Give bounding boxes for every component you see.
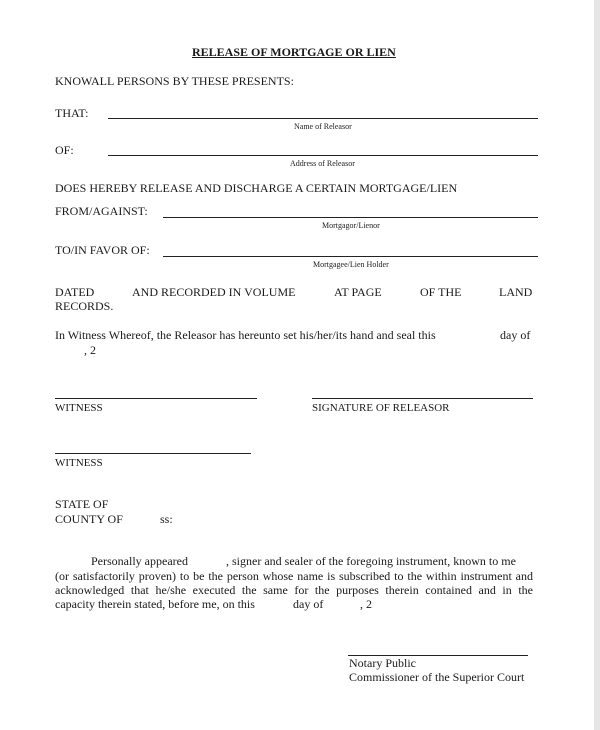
state-of-label: STATE OF [55, 497, 109, 511]
releasor-address-line[interactable] [108, 155, 538, 156]
from-against-label: FROM/AGAINST: [55, 204, 148, 218]
land-word: LAND [499, 285, 533, 299]
ack-line-4-start: capacity therein stated, before me, on this [55, 597, 255, 611]
signer-sealer-text: , signer and sealer of the foregoing instrument, known to me [226, 554, 516, 568]
witness-signature-line-1[interactable] [55, 398, 257, 399]
of-label: OF: [55, 143, 74, 157]
ack-day-of: day of [293, 597, 324, 611]
commissioner-label: Commissioner of the Superior Court [349, 670, 525, 684]
witness-day-of: day of [500, 328, 531, 342]
witness-label-2: WITNESS [55, 457, 103, 469]
mortgagor-line[interactable] [163, 217, 538, 218]
to-in-favor-label: TO/IN FAVOR OF: [55, 243, 150, 257]
releasor-name-line[interactable] [108, 118, 538, 119]
mortgagee-line[interactable] [163, 256, 538, 257]
that-label: THAT: [55, 106, 89, 120]
page-edge-shadow [594, 0, 600, 730]
mortgagor-caption: Mortgagor/Lienor [322, 221, 380, 230]
ack-line-2: (or satisfactorily proven) to be the person whose name is subscribed to the within instrument and [55, 569, 533, 583]
signature-of-releasor-label: SIGNATURE OF RELEASOR [312, 402, 450, 414]
ack-year: , 2 [360, 597, 372, 611]
releasor-signature-line[interactable] [312, 398, 533, 399]
recorded-in-volume-word: AND RECORDED IN VOLUME [132, 285, 296, 299]
at-page-word: AT PAGE [334, 285, 382, 299]
release-statement: DOES HEREBY RELEASE AND DISCHARGE A CERTAIN MORTGAGE/LIEN [55, 181, 458, 195]
witness-label-1: WITNESS [55, 402, 103, 414]
know-all-heading: KNOWALL PERSONS BY THESE PRESENTS: [55, 74, 294, 88]
witness-signature-line-2[interactable] [55, 453, 251, 454]
dated-word: DATED [55, 285, 95, 299]
personally-appeared-text: Personally appeared [91, 554, 188, 568]
records-word: RECORDS. [55, 299, 114, 313]
releasor-name-caption: Name of Releasor [294, 122, 352, 131]
county-of-label: COUNTY OF [55, 512, 123, 526]
witness-whereof-text: In Witness Whereof, the Releasor has hereunto set his/her/its hand and seal this [55, 328, 436, 342]
of-the-word: OF THE [420, 285, 462, 299]
releasor-address-caption: Address of Releasor [290, 159, 355, 168]
document-title: RELEASE OF MORTGAGE OR LIEN [192, 45, 396, 59]
ss-label: ss: [160, 512, 173, 526]
notary-public-label: Notary Public [349, 656, 416, 670]
mortgagee-caption: Mortgagee/Lien Holder [313, 260, 389, 269]
ack-line-3: acknowledged that he/she executed the same for the purposes therein contained and in the [55, 583, 533, 597]
witness-year: , 2 [84, 343, 96, 357]
